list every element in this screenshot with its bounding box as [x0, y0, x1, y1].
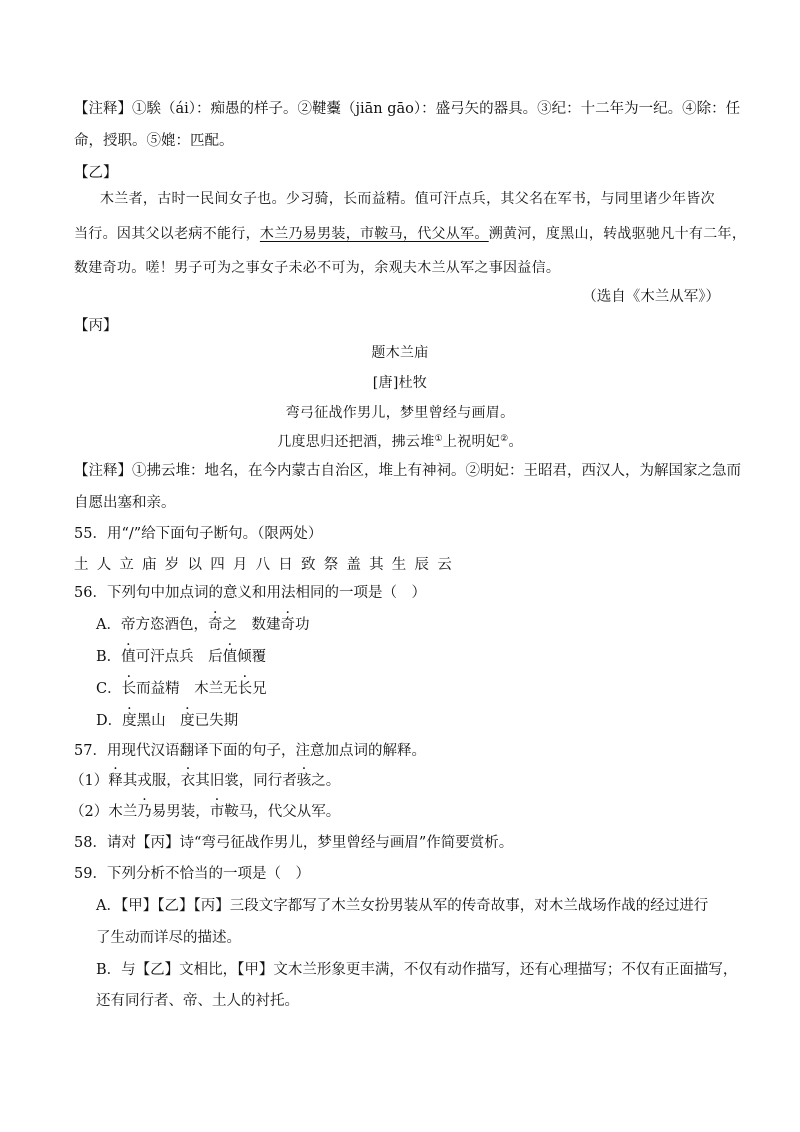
poem-verse-2 — [0, 432, 800, 452]
dotted-word: 值 — [121, 649, 136, 665]
section-label-bing: 【丙】 — [74, 318, 118, 334]
dotted-word: 值 — [222, 649, 238, 665]
q56-option-d[interactable] — [96, 711, 238, 731]
yi-underlined-sentence: 木兰乃易男装，市鞍马，代父从军。 — [259, 226, 489, 242]
question-58: 58．请对【丙】诗“弯弓征战作男儿，梦里曾经与画眉”作简要赏析。 — [74, 835, 514, 851]
yi-source: （选自《木兰从军》） — [582, 289, 720, 305]
dotted-word: 骇 — [296, 773, 312, 789]
poem-title: 题木兰庙 — [371, 345, 429, 361]
poem-verse-2-a: 几度思归还把酒，拂云堆 — [277, 434, 435, 450]
option-text: C． — [96, 681, 122, 697]
dotted-word: 奇 — [280, 617, 295, 633]
poem-verse-2-c: 。 — [508, 434, 523, 450]
note-jia-line1: 【注释】①騃（ái）：痴愚的样子。②鞬櫜（jiān gāo）：盛弓矢的器具。③纪：十二年为一纪。④除：任 — [74, 101, 741, 117]
yi-text-line2-a: 当行。因其父以老病不能行， — [74, 226, 260, 242]
dotted-word: 乃 — [137, 804, 152, 820]
sentence-text: （2）木兰 — [70, 804, 138, 820]
dotted-word: 市 — [209, 804, 225, 820]
footnote-marker-1: ① — [434, 434, 443, 444]
q59-option-a-line2: 了生动而详尽的描述。 — [96, 930, 241, 946]
question-55-sentence: 土人立庙岁以四月八日致祭盖其生辰云 — [74, 557, 460, 573]
q57-sentence-2 — [70, 802, 340, 822]
question-59: 59．下列分析不恰当的一项是（ ） — [74, 866, 310, 882]
dotted-word: 奇 — [207, 617, 223, 633]
option-text: 之 数建 — [222, 617, 281, 633]
dotted-word: 长 — [121, 681, 137, 697]
footnote-marker-2: ② — [500, 434, 509, 444]
section-label-yi: 【乙】 — [74, 165, 118, 181]
dotted-word: 度 — [122, 713, 137, 729]
q56-option-b[interactable] — [96, 647, 266, 667]
dotted-word: 释 — [108, 773, 123, 789]
sentence-text: 其戎服， — [122, 773, 181, 789]
sentence-text: （1） — [70, 773, 109, 789]
q59-option-b-line1[interactable]: B．与【乙】文相比，【甲】文木兰形象更丰满，不仅有动作描写，还有心理描写；不仅有正面描写， — [96, 962, 738, 978]
option-text: 功 — [294, 617, 310, 633]
note-jia-line2: 命，授职。⑤媲：匹配。 — [74, 133, 234, 149]
poem-author: [唐]杜牧 — [372, 375, 428, 391]
option-text: 可汗点兵 后 — [135, 649, 223, 665]
q59-option-a-line1[interactable]: A．【甲】【乙】【丙】三段文字都写了木兰女扮男装从军的传奇故事，对木兰战场作战的经过进行 — [96, 898, 709, 914]
sentence-text: 其旧裳，同行者 — [195, 773, 297, 789]
sentence-text: 易男装， — [151, 804, 210, 820]
dotted-word: 长 — [237, 681, 253, 697]
yi-text-line2-b: 溯黄河，度黑山，转战驱驰凡十有二年， — [488, 226, 747, 242]
poem-verse-1: 弯弓征战作男儿，梦里曾经与画眉。 — [285, 405, 515, 421]
question-55: 55．用“/”给下面句子断句。（限两处） — [74, 526, 323, 542]
option-text: D． — [96, 713, 123, 729]
option-text: A．帝方恣酒色， — [96, 617, 208, 633]
yi-text-line1: 木兰者，古时一民间女子也。少习骑，长而益精。值可汗点兵，其父名在军书，与同里诸少年皆次 — [100, 191, 715, 207]
yi-text-line3: 数建奇功。嗟！男子可为之事女子未必不可为，余观夫木兰从军之事因益信。 — [74, 260, 561, 276]
option-text: 黑山 — [136, 713, 181, 729]
dotted-word: 度 — [180, 713, 195, 729]
option-text: 已失期 — [194, 713, 239, 729]
option-text: 倾覆 — [237, 649, 267, 665]
q56-option-a[interactable] — [96, 615, 309, 635]
option-text: 兄 — [252, 681, 267, 697]
question-56: 56．下列句中加点词的意义和用法相同的一项是（ ） — [74, 585, 426, 601]
note-bing-line2: 自愿出塞和亲。 — [74, 495, 176, 511]
option-text: 而益精 木兰无 — [136, 681, 238, 697]
q57-sentence-1 — [70, 771, 340, 791]
option-text: B． — [96, 649, 122, 665]
poem-verse-2-b: 上祝明妃 — [442, 434, 501, 450]
note-bing-line1: 【注释】①拂云堆：地名，在今内蒙古自治区，堆上有神祠。②明妃：王昭君，西汉人，为解国家之急而 — [74, 463, 741, 479]
yi-text-line2 — [74, 224, 746, 244]
dotted-word: 衣 — [180, 773, 196, 789]
q56-option-c[interactable] — [96, 679, 267, 699]
question-57: 57．用现代汉语翻译下面的句子，注意加点词的解释。 — [74, 743, 426, 759]
sentence-text: 之。 — [311, 773, 341, 789]
sentence-text: 鞍马，代父从军。 — [224, 804, 341, 820]
q59-option-b-line2: 还有同行者、帝、土人的衬托。 — [96, 993, 299, 1009]
